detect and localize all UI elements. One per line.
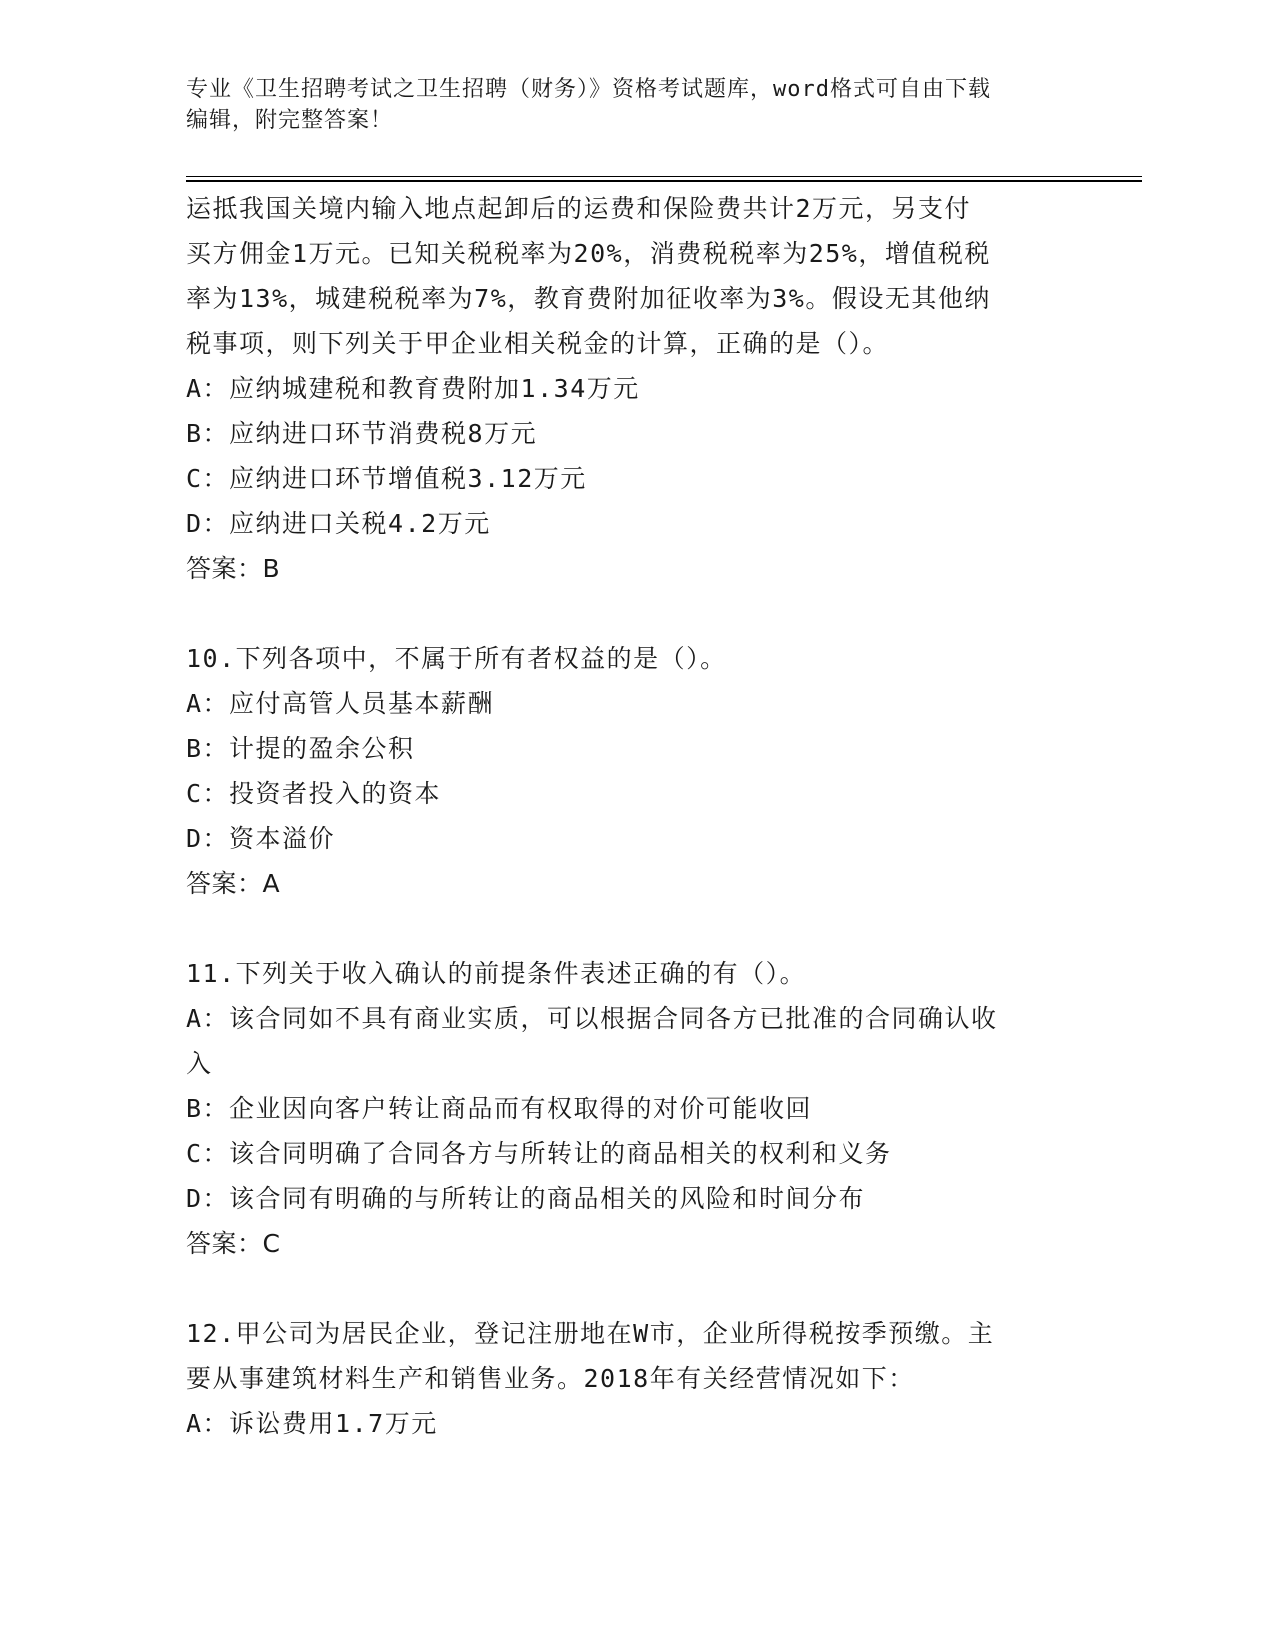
page-header [186,74,1086,136]
question-stem-line: 12.甲公司为居民企业，登记注册地在W市，企业所得税按季预缴。主 [186,1319,995,1348]
spacer [186,1266,1086,1311]
question-stem-line: 税事项，则下列关于甲企业相关税金的计算，正确的是（）。 [186,329,890,358]
option-d: D：资本溢价 [186,824,336,853]
question-stem-line: 11.下列关于收入确认的前提条件表述正确的有（）。 [186,959,807,988]
option-a: A：应纳城建税和教育费附加1.34万元 [186,374,640,403]
question-content [186,186,1086,1446]
spacer [186,906,1086,951]
question-12 [186,1311,1086,1446]
option-b: B：企业因向客户转让商品而有权取得的对价可能收回 [186,1094,813,1123]
header-line-2: 编辑，附完整答案！ [186,108,394,133]
question-9 [186,186,1086,591]
header-rule-thick [186,180,1142,182]
option-a: A：诉讼费用1.7万元 [186,1409,438,1438]
answer: 答案：C [186,1229,281,1258]
option-b: B：应纳进口环节消费税8万元 [186,419,538,448]
spacer [186,591,1086,636]
option-c: C：该合同明确了合同各方与所转让的商品相关的权利和义务 [186,1139,892,1168]
question-stem-line: 买方佣金1万元。已知关税税率为20%，消费税税率为25%，增值税税 [186,239,991,268]
header-rule-thin [186,176,1142,177]
answer: 答案：A [186,869,281,898]
option-b: B：计提的盈余公积 [186,734,415,763]
option-a: A：应付高管人员基本薪酬 [186,689,495,718]
option-c: C：应纳进口环节增值税3.12万元 [186,464,587,493]
option-c: C：投资者投入的资本 [186,779,442,808]
option-a: A：该合同如不具有商业实质，可以根据合同各方已批准的合同确认收 [186,1004,998,1033]
question-stem-line: 要从事建筑材料生产和销售业务。2018年有关经营情况如下： [186,1364,915,1393]
option-a-continued: 入 [186,1049,213,1078]
option-d: D：应纳进口关税4.2万元 [186,509,491,538]
question-stem-line: 率为13%，城建税税率为7%，教育费附加征收率为3%。假设无其他纳 [186,284,991,313]
question-11 [186,951,1086,1266]
question-stem-line: 10.下列各项中，不属于所有者权益的是（）。 [186,644,727,673]
option-d: D：该合同有明确的与所转让的商品相关的风险和时间分布 [186,1184,866,1213]
header-line-1: 专业《卫生招聘考试之卫生招聘（财务）》资格考试题库，word格式可自由下载 [186,77,991,102]
question-10 [186,636,1086,906]
question-stem-line: 运抵我国关境内输入地点起卸后的运费和保险费共计2万元，另支付 [186,194,972,223]
answer: 答案：B [186,554,281,583]
